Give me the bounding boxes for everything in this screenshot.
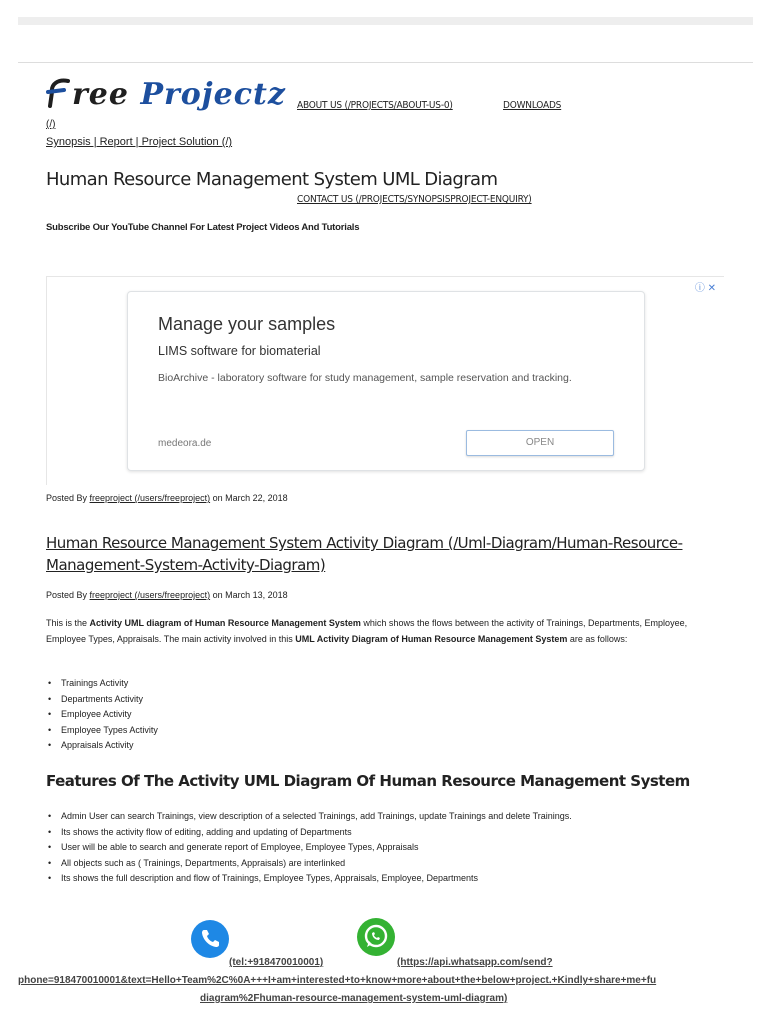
article-meta — [46, 590, 288, 600]
intro-text: which shows the flows between the activity of Trainings, Departments, Employee, Employee Types, Appraisals. The main activity involved in this — [46, 618, 688, 644]
posted-by-label: Posted By — [46, 590, 90, 600]
page-title: Human Resource Management System UML Diagram — [46, 169, 498, 190]
whatsapp-icon — [357, 918, 395, 956]
ad-subline: LIMS software for biomaterial — [158, 344, 321, 358]
author-link[interactable]: freeproject (/users/freeproject) — [89, 493, 211, 503]
intro-text: This is the — [46, 618, 90, 628]
nav-contact-us[interactable]: CONTACT US (/PROJECTS/SYNOPSISPROJECT-ENQUIRY) — [297, 194, 532, 205]
tel-link[interactable]: (tel:+918470010001) — [229, 957, 324, 968]
ad-description: BioArchive - laboratory software for study management, sample reservation and tracking. — [158, 372, 572, 384]
synopsis-link[interactable]: Synopsis | Report | Project Solution (/) — [46, 136, 233, 148]
posted-date: on March 22, 2018 — [210, 493, 288, 503]
whatsapp-link-cont[interactable]: phone=918470010001&text=Hello+Team%2C%0A+++I+am+interested+to+know+more+about+the+below+project.+Kindly+share+me+fu — [18, 975, 657, 986]
subscribe-notice: Subscribe Our YouTube Channel For Latest Project Videos And Tutorials — [46, 222, 360, 233]
phone-icon — [191, 920, 229, 958]
logo-accent-text: Projectz — [140, 77, 286, 112]
nav-about-us[interactable]: ABOUT US (/PROJECTS/ABOUT-US-0) — [297, 100, 453, 111]
adchoices-icon[interactable]: ⓘ ✕ — [694, 283, 716, 294]
posted-by-label: Posted By — [46, 493, 90, 503]
article-title-link[interactable]: Human Resource Management System Activity Diagram (/Uml-Diagram/Human-Resource-Management-System-Activity-Diagram) — [46, 534, 683, 574]
list-item: • User will be able to search and generate report of Employee, Employee Types, Appraisals — [48, 840, 572, 856]
header-divider — [18, 62, 753, 63]
list-item: • Its shows the activity flow of editing, adding and updating of Departments — [48, 825, 572, 841]
top-bar — [18, 17, 753, 25]
list-item: • Appraisals Activity — [48, 738, 158, 754]
ad-open-button[interactable]: OPEN — [466, 430, 614, 456]
list-item: • Employee Activity — [48, 707, 158, 723]
posted-date: on March 13, 2018 — [210, 590, 288, 600]
list-item: • Admin User can search Trainings, view description of a selected Trainings, add Trainings, update Trainings and delete Trainings. — [48, 809, 572, 825]
ad-headline: Manage your samples — [158, 314, 336, 334]
whatsapp-button[interactable] — [357, 918, 395, 956]
ad-container — [46, 276, 724, 485]
list-item: • All objects such as ( Trainings, Departments, Appraisals) are interlinked — [48, 856, 572, 872]
author-link[interactable]: freeproject (/users/freeproject) — [89, 590, 211, 600]
intro-bold: UML Activity Diagram of Human Resource Management System — [295, 634, 568, 644]
article-intro — [46, 615, 726, 647]
activities-list — [48, 676, 158, 754]
home-link[interactable]: (/) — [46, 119, 56, 130]
whatsapp-link-end[interactable]: diagram%2Fhuman-resource-management-system-uml-diagram) — [200, 993, 508, 1004]
ad-domain: medeora.de — [158, 438, 212, 449]
ad-card[interactable] — [127, 291, 645, 471]
features-list — [48, 809, 572, 887]
intro-bold: Activity UML diagram of Human Resource Management System — [89, 618, 361, 628]
intro-text: are as follows: — [567, 634, 628, 644]
list-item: • Employee Types Activity — [48, 723, 158, 739]
logo-text: ree — [72, 77, 141, 112]
post-meta — [46, 493, 288, 503]
site-logo[interactable] — [46, 77, 286, 112]
list-item: • Departments Activity — [48, 692, 158, 708]
call-button[interactable] — [191, 920, 229, 958]
features-heading: Features Of The Activity UML Diagram Of Human Resource Management System — [46, 772, 690, 790]
nav-downloads[interactable]: DOWNLOADS — [503, 100, 562, 111]
list-item: • Trainings Activity — [48, 676, 158, 692]
list-item: • Its shows the full description and flow of Trainings, Employee Types, Appraisals, Employee, Departments — [48, 871, 572, 887]
whatsapp-link[interactable]: (https://api.whatsapp.com/send? — [397, 957, 553, 968]
logo-f-icon — [46, 77, 72, 112]
